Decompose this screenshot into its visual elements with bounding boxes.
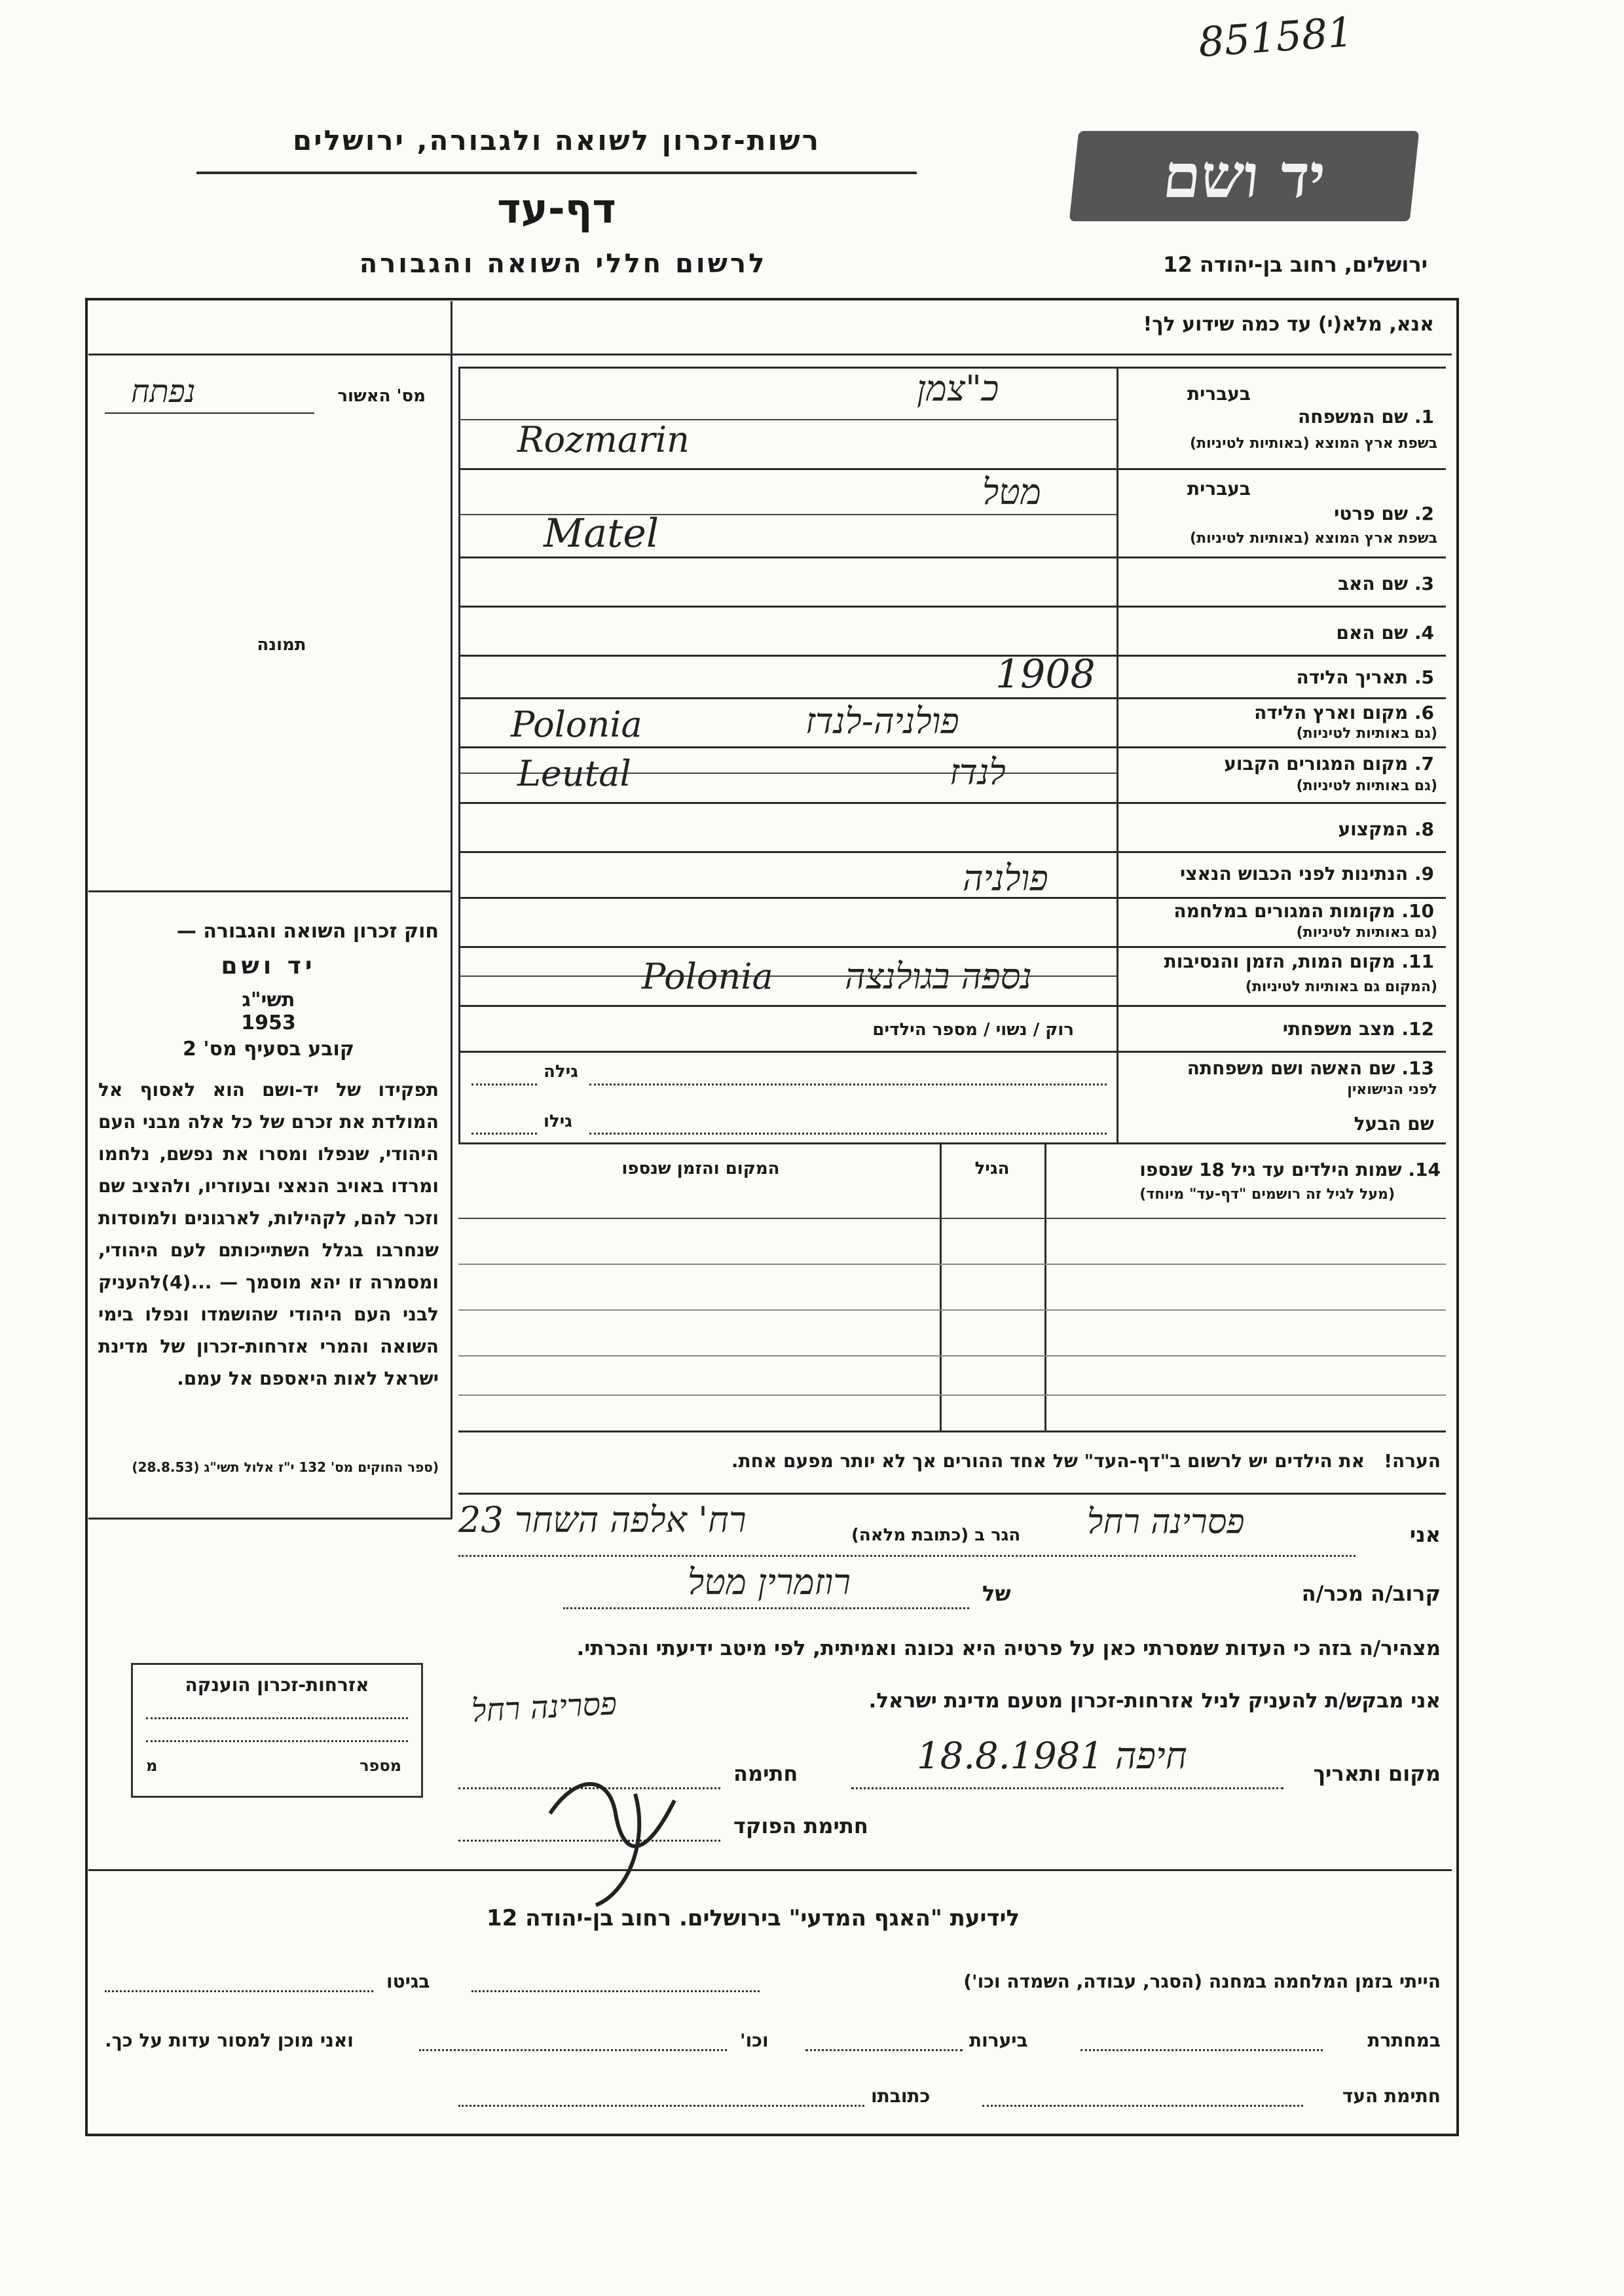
- field-12-name: מצב משפחתי: [1282, 1018, 1395, 1040]
- note-text: את הילדים יש לרשום ב"דף-העד" של אחד ההורים אך לא יותר מפעם אחת.: [731, 1450, 1365, 1472]
- children-row-line: [458, 1355, 1446, 1357]
- stamp-number-label: מספר: [360, 1757, 401, 1775]
- field-6-value-hebrew[interactable]: פולניה-לנדז: [805, 701, 959, 742]
- field-2-value-hebrew[interactable]: מטל: [982, 471, 1041, 513]
- children-row-line: [458, 1264, 1446, 1265]
- field-8-label: [1126, 818, 1434, 840]
- officer-label: חתימת הפוקד: [733, 1813, 868, 1838]
- signature-value[interactable]: פסרינה רחל: [470, 1685, 618, 1730]
- children-row-line: [458, 1394, 1446, 1396]
- camp-field[interactable]: [471, 1990, 760, 1992]
- field-2-name: שם פרטי: [1334, 503, 1409, 524]
- signature-label: חתימה: [733, 1761, 798, 1786]
- children-bottom-line: [458, 1430, 1446, 1432]
- field-7-label: [1126, 753, 1434, 774]
- field-5-label: [1126, 666, 1434, 688]
- yad-vashem-logo: [1069, 131, 1420, 221]
- authority-underline: [196, 172, 917, 174]
- field-13-sub: לפני הנישואין: [1347, 1082, 1437, 1098]
- underground-field[interactable]: [1080, 2049, 1323, 2051]
- bottom-line1-camp: הייתי בזמן המלחמה במחנה (הסגר, עבודה, השמדה וכו'): [963, 1971, 1441, 1992]
- field-1-tag: בעברית: [1187, 383, 1251, 405]
- children-note: [471, 1450, 1441, 1472]
- bottom-divider: [88, 1869, 1452, 1871]
- field-11-label: [1126, 951, 1434, 972]
- declaration-line-1: [458, 1555, 1356, 1557]
- row-line: [458, 746, 1446, 748]
- stamp-title: אזרחות-זכרון הוענקה: [185, 1674, 369, 1696]
- declaration-statement: מצהיר/ה בזה כי העדות שמסרתי כאן על פרטיה היא נכונה ואמיתית, לפי מיטב ידיעתי והכרתי.: [576, 1637, 1441, 1660]
- witness-signature-field[interactable]: [982, 2105, 1303, 2107]
- field-12-label: [1126, 1018, 1434, 1040]
- field-7-value-hebrew[interactable]: לנדז: [950, 752, 1006, 793]
- row-line: [458, 697, 1446, 699]
- label-column-divider: [1116, 367, 1118, 1142]
- husband-label: שם הבעל: [1354, 1113, 1434, 1135]
- field-12-num: 12.: [1401, 1018, 1434, 1040]
- field-6-name: מקום וארץ הלידה: [1254, 702, 1409, 723]
- field-2-label: [1126, 503, 1434, 524]
- law-reference: (ספר החוקים מס' 132 י"ז אלול תשי"ג (28.8.53): [132, 1459, 439, 1475]
- field-6-num: 6.: [1414, 702, 1434, 723]
- bottom-line3-witness: חתימת העד: [1342, 2085, 1441, 2107]
- field-13-name: שם האשה ושם משפחתה: [1187, 1057, 1395, 1079]
- field-2-tag: בעברית: [1187, 478, 1251, 500]
- row-line: [458, 1051, 1446, 1053]
- field-1-value-latin[interactable]: Rozmarin: [517, 419, 690, 460]
- of-label: של: [982, 1581, 1011, 1606]
- bottom-line2-etc: וכו': [740, 2030, 769, 2051]
- approval-label: מס' האשור: [337, 386, 426, 406]
- field-5-num: 5.: [1414, 666, 1434, 688]
- husband-age-label: גילו: [544, 1112, 572, 1131]
- children-num: 14.: [1408, 1159, 1441, 1180]
- field-2-sub: בשפת ארץ המוצא (באותיות לטיניות): [1190, 530, 1437, 547]
- field-12-options: רוק / נשוי / מספר הילדים: [872, 1020, 1074, 1040]
- archive-number: 851581: [1196, 7, 1355, 67]
- field-7-value-latin[interactable]: Leutal: [517, 753, 631, 794]
- field-13-label: [1126, 1057, 1434, 1079]
- husband-name-field[interactable]: [589, 1133, 1107, 1135]
- stamp-line: [146, 1717, 408, 1719]
- field-13-num: 13.: [1401, 1057, 1434, 1079]
- field-1-num: 1.: [1414, 406, 1434, 428]
- place-date-value[interactable]: חיפה 18.8.1981: [917, 1735, 1187, 1777]
- photo-divider: [88, 890, 452, 892]
- photo-label: תמונה: [257, 635, 306, 655]
- field-1-name: שם המשפחה: [1298, 406, 1409, 428]
- field-2-value-latin[interactable]: Matel: [544, 511, 659, 556]
- wife-age-label: גילה: [544, 1062, 578, 1082]
- approval-line: [105, 412, 314, 414]
- citizenship-stamp-box: [131, 1663, 423, 1798]
- bottom-title: לידיעת "האגף המדעי" בירושלים. רחוב בן-יהודה 12: [486, 1905, 1020, 1931]
- law-year: תשי"ג: [242, 989, 295, 1011]
- law-text: תפקידו של יד-ושם הוא לאסוף אל המולדת את זכרם של כל אלה מבני העם היהודי, שנפלו ומסרו את נפשם, נלחמו ומרדו באויב הנאצי ובעוזריו, ולהציב שם וזכר להם, לקהילות, לארגונים ולמוסדות שנחרבו בגלל השתייכותם לעם היהודי, ומסמרה זו יהא מוסמך — ...(4)להעניק לבני העם היהודי שהושמדו ונפלו בימי השואה והמרי אזרחות-זכרון של מדינת ישראל לאות היאספם אל עמם.: [98, 1079, 439, 1389]
- field-3-name: שם האב: [1337, 573, 1409, 594]
- row-line: [458, 606, 1446, 608]
- relative-name[interactable]: רוזמרין מטל: [688, 1561, 851, 1603]
- row-line: [458, 556, 1446, 558]
- field-9-value[interactable]: פולניה: [963, 858, 1048, 899]
- header-address: ירושלים, רחוב בן-יהודה 12: [1163, 252, 1428, 277]
- left-column-divider: [451, 301, 452, 1519]
- field-9-label: [1126, 863, 1434, 884]
- children-row-line: [458, 1309, 1446, 1311]
- field-7-num: 7.: [1414, 753, 1434, 774]
- authority-title: רשות-זכרון לשואה ולגבורה, ירושלים: [292, 124, 821, 156]
- bottom-line2-testimony: ואני מוכן למסור עדות על כך.: [105, 2030, 354, 2051]
- field-8-num: 8.: [1414, 818, 1434, 840]
- form-title: דף-עד: [497, 185, 616, 232]
- row-line: [458, 802, 1446, 804]
- children-age-divider-right: [940, 1142, 942, 1430]
- field-11-num: 11.: [1401, 951, 1434, 972]
- officer-signature-scribble: [537, 1761, 720, 1918]
- field-10-num: 10.: [1401, 900, 1434, 922]
- field-11-sub: (המקום גם באותיות לטיניות): [1245, 979, 1437, 995]
- etc-field[interactable]: [419, 2049, 727, 2051]
- instruction-text: אנא, מלא(י) עד כמה שידוע לך!: [1143, 313, 1434, 336]
- field-1-value-hebrew[interactable]: כ"צמן: [917, 368, 999, 409]
- field-2-num: 2.: [1414, 503, 1434, 524]
- bottom-line2-underground: במחתרת: [1367, 2030, 1441, 2051]
- field-10-sub: (גם באותיות לטיניות): [1296, 924, 1437, 941]
- children-col-place: המקום והזמן שנספו: [621, 1159, 780, 1178]
- row-line: [458, 655, 1446, 657]
- field-3-num: 3.: [1414, 573, 1434, 594]
- witness-address-field[interactable]: [458, 2105, 864, 2107]
- children-label: [1054, 1159, 1441, 1180]
- field-11-name: מקום המות, הזמן והנסיבות: [1164, 951, 1395, 972]
- declarant-address[interactable]: רח' אלפה השחר 23: [458, 1499, 747, 1540]
- stamp-line: [146, 1740, 408, 1742]
- law-section: קובע בסעיף מס' 2: [183, 1038, 354, 1061]
- stamp-number-suffix: מ: [146, 1757, 158, 1775]
- ghetto-field[interactable]: [105, 1990, 373, 1992]
- resident-label: הגר ב (כתובת מלאה): [851, 1525, 1021, 1545]
- field-9-num: 9.: [1414, 863, 1434, 884]
- field-5-name: תאריך הלידה: [1296, 666, 1409, 688]
- bottom-line1-ghetto: בגיטו: [386, 1971, 430, 1992]
- field-10-label: [1126, 900, 1434, 922]
- form-subtitle: לרשום חללי השואה והגבורה: [359, 249, 767, 279]
- row-line: [458, 897, 1446, 899]
- husband-age-field[interactable]: [471, 1133, 537, 1135]
- row-line: [458, 1005, 1446, 1007]
- field-7-sub: (גם באותיות לטיניות): [1296, 778, 1437, 794]
- note-bottom-line: [458, 1493, 1446, 1495]
- children-sub: (מעל לגיל זה רושמים "דף-עד" מיוחד): [1139, 1186, 1395, 1203]
- children-title: שמות הילדים עד גיל 18 שנספו: [1139, 1159, 1402, 1180]
- field-6-sub: (גם באותיות לטיניות): [1296, 725, 1437, 742]
- place-date-line: [851, 1787, 1283, 1789]
- field-4-name: שם האם: [1336, 622, 1409, 644]
- field-6-label: [1126, 702, 1434, 723]
- field-9-name: הנתינות לפני הכבוש הנאצי: [1180, 863, 1409, 884]
- instruction-divider: [88, 354, 1452, 355]
- row-line: [458, 946, 1446, 948]
- declaration-i-label: אני: [1409, 1522, 1441, 1547]
- field-4-label: [1126, 622, 1434, 644]
- field-11-value-latin[interactable]: Polonia: [642, 956, 773, 997]
- row-line: [458, 468, 1446, 470]
- law-title: חוק זכרון השואה והגבורה —: [176, 920, 439, 943]
- declarant-name[interactable]: פסרינה רחל: [1087, 1503, 1245, 1542]
- children-col-age: הגיל: [974, 1159, 1010, 1178]
- field-1-label: [1126, 406, 1434, 428]
- wife-name-field[interactable]: [589, 1084, 1107, 1085]
- relative-line: [563, 1607, 969, 1609]
- children-age-divider-left: [1044, 1142, 1046, 1430]
- field-10-name: מקומות המגורים במלחמה: [1173, 900, 1395, 922]
- law-divider: [88, 1518, 452, 1520]
- field-1-sub: בשפת ארץ המוצא (באותיות לטיניות): [1190, 435, 1437, 452]
- approval-handwritten: נפתח: [131, 373, 196, 410]
- row-line: [458, 1142, 1446, 1144]
- law-name: יד ושם: [221, 953, 316, 979]
- field-6-value-latin[interactable]: Polonia: [511, 704, 642, 745]
- relative-label: קרוב/ה מכר/ה: [1301, 1581, 1441, 1606]
- bottom-line3-address: כתובתו: [871, 2085, 931, 2107]
- field-5-value[interactable]: 1908: [995, 651, 1096, 697]
- note-label: הערה!: [1384, 1450, 1441, 1472]
- bottom-line2-forests: ביערות: [969, 2030, 1028, 2051]
- declaration-request: אני מבקש/ת להעניק לניל אזרחות-זכרון מטעם מדינת ישראל.: [868, 1689, 1441, 1713]
- wife-age-field[interactable]: [471, 1084, 537, 1085]
- field-8-name: המקצוע: [1338, 818, 1409, 840]
- law-year-number: 1953: [241, 1011, 296, 1034]
- logo-text: יד ושם: [1160, 141, 1329, 211]
- field-7-name: מקום המגורים הקבוע: [1224, 753, 1409, 774]
- value-column-left-border: [458, 367, 460, 1142]
- field-3-label: [1126, 573, 1434, 594]
- children-header-line: [458, 1218, 1446, 1219]
- forests-field[interactable]: [805, 2049, 963, 2051]
- field-11-value-hebrew[interactable]: נספה בגולנצה: [845, 956, 1032, 997]
- place-date-label: מקום ותאריך: [1313, 1761, 1441, 1786]
- row-line: [458, 851, 1446, 853]
- field-4-num: 4.: [1414, 622, 1434, 644]
